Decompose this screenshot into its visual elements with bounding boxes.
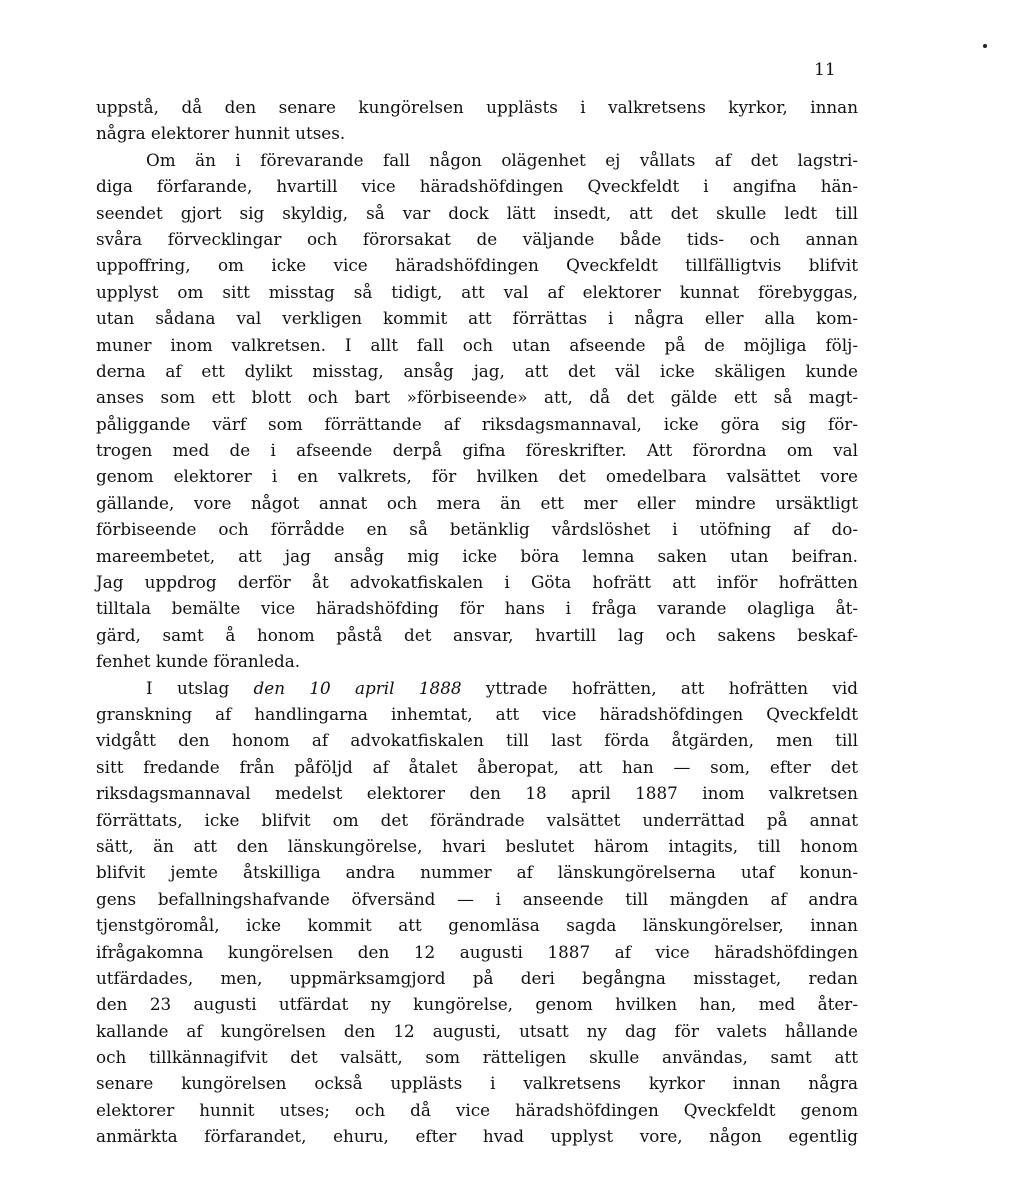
text-run: yttrade hofrätten, att hofrätten vid [461, 677, 858, 698]
text-line: anses som ett blott och bart »förbiseende» att, då det gälde ett så magt- [96, 387, 858, 408]
text-run: I utslag [146, 677, 254, 698]
scan-speck [983, 44, 987, 48]
text-line: den 23 augusti utfärdat ny kungörelse, genom hvilken han, med åter- [96, 994, 858, 1015]
text-line: och tillkännagifvit det valsätt, som rätteligen skulle användas, samt att [96, 1047, 858, 1068]
text-line: anmärkta förfarandet, ehuru, efter hvad upplyst vore, någon egentlig [96, 1126, 858, 1147]
text-line: derna af ett dylikt misstag, ansåg jag, att det väl icke skäligen kunde [96, 360, 858, 381]
body-text [96, 94, 858, 1150]
text-line: gällande, vore något annat och mera än ett mer eller mindre ursäktligt [96, 492, 858, 513]
text-line: några elektorer hunnit utses. [96, 123, 346, 144]
italic-date: den 10 april 1888 [253, 677, 462, 698]
text-line: utan sådana val verkligen kommit att förrättas i några eller alla kom- [96, 308, 858, 329]
text-line: förbiseende och förrådde en så betänklig vårdslöshet i utöfning af do- [96, 519, 858, 540]
text-line: påliggande värf som förrättande af riksdagsmannaval, icke göra sig för- [96, 413, 858, 434]
text-line: blifvit jemte åtskilliga andra nummer af länskungörelserna utaf konun- [96, 862, 858, 883]
text-line: muner inom valkretsen. I allt fall och utan afseende på de möjliga följ- [96, 334, 858, 355]
text-line: svåra förvecklingar och förorsakat de väljande både tids- och annan [96, 228, 858, 249]
text-line: Jag uppdrog derför åt advokatfiskalen i Göta hofrätt att inför hofrätten [96, 572, 858, 593]
text-line: senare kungörelsen också upplästs i valkretsens kyrkor innan några [96, 1073, 858, 1094]
text-line: förrättats, icke blifvit om det förändrade valsättet underrättad på annat [96, 809, 858, 830]
text-line: genom elektorer i en valkrets, för hvilken det omedelbara valsättet vore [96, 466, 858, 487]
text-line: granskning af handlingarna inhemtat, att vice häradshöfdingen Qveckfeldt [96, 703, 858, 724]
text-line: sätt, än att den länskungörelse, hvari beslutet härom intagits, till honom [96, 835, 858, 856]
text-line [96, 675, 858, 701]
page-number: 11 [814, 60, 836, 80]
text-line: diga förfarande, hvartill vice häradshöfdingen Qveckfeldt i angifna hän- [96, 176, 858, 197]
text-line: fenhet kunde föranleda. [96, 651, 301, 672]
text-line: uppoffring, om icke vice häradshöfdingen Qveckfeldt tillfälligtvis blifvit [96, 255, 858, 276]
text-line: Om än i förevarande fall någon olägenhet ej vållats af det lagstri- [146, 149, 858, 170]
text-line: trogen med de i afseende derpå gifna föreskrifter. Att förordna om val [96, 440, 858, 461]
text-line: uppstå, då den senare kungörelsen upplästs i valkretsens kyrkor, innan [96, 97, 858, 117]
text-line: tjenstgöromål, icke kommit att genomläsa sagda länskungörelser, innan [96, 915, 858, 936]
text-line: tilltala bemälte vice häradshöfding för hans i fråga varande olagliga åt- [96, 598, 858, 619]
text-line: vidgått den honom af advokatfiskalen till last förda åtgärden, men till [96, 730, 858, 751]
text-line: utfärdades, men, uppmärksamgjord på deri begångna misstaget, redan [96, 967, 858, 988]
text-line: kallande af kungörelsen den 12 augusti, utsatt ny dag för valets hållande [96, 1020, 858, 1041]
text-line: gens befallningshafvande öfversänd — i anseende till mängden af andra [96, 888, 858, 909]
text-line: elektorer hunnit utses; och då vice häradshöfdingen Qveckfeldt genom [96, 1099, 858, 1120]
text-line: seendet gjort sig skyldig, så var dock lätt insedt, att det skulle ledt till [96, 202, 858, 223]
text-line: riksdagsmannaval medelst elektorer den 18 april 1887 inom valkretsen [96, 783, 858, 804]
text-line: sitt fredande från påföljd af åtalet åberopat, att han — som, efter det [96, 756, 858, 777]
text-line: mareembetet, att jag ansåg mig icke böra lemna saken utan beifran. [96, 545, 858, 566]
text-line: ifrågakomna kungörelsen den 12 augusti 1887 af vice häradshöfdingen [96, 941, 858, 962]
text-line: upplyst om sitt misstag så tidigt, att val af elektorer kunnat förebyggas, [96, 281, 858, 302]
text-line: gärd, samt å honom påstå det ansvar, hvartill lag och sakens beskaf- [96, 624, 858, 645]
